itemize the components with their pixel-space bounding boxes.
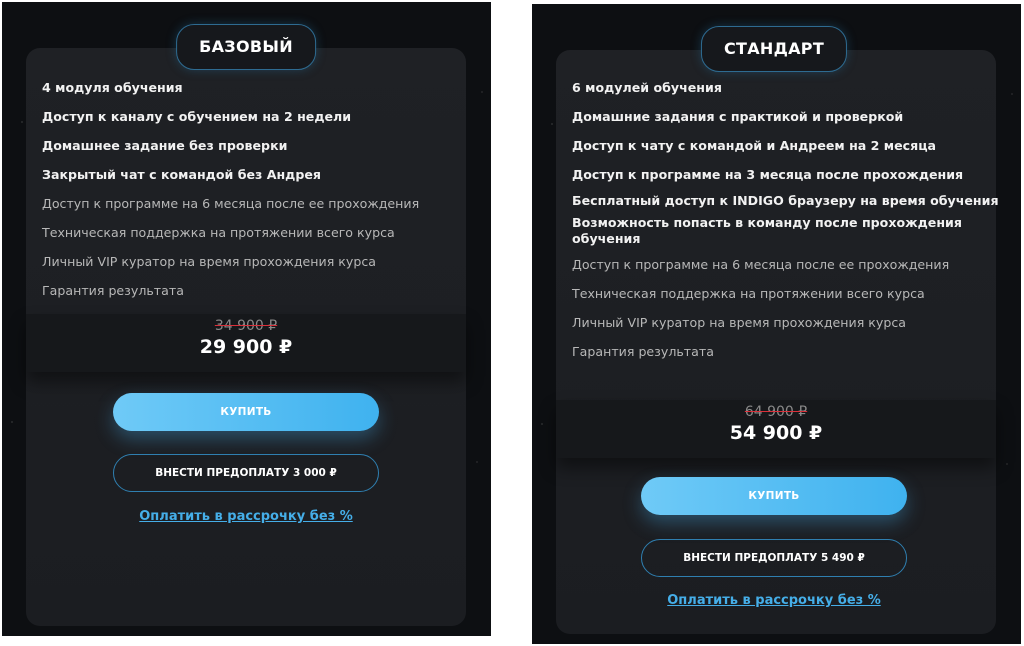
feature-item-excluded: Гарантия результата: [572, 344, 714, 359]
feature-list: [572, 80, 1001, 360]
feature-item: Доступ к чату с командой и Андреем на 2 месяца: [572, 138, 937, 153]
price-block: [556, 400, 996, 458]
feature-item-excluded: Личный VIP куратор на время прохождения курса: [572, 315, 906, 330]
plan-title-badge: СТАНДАРТ: [701, 26, 847, 72]
prepay-button[interactable]: ВНЕСТИ ПРЕДОПЛАТУ 3 000 ₽: [113, 454, 379, 492]
buy-button[interactable]: КУПИТЬ: [113, 393, 379, 431]
feature-item: Закрытый чат с командой без Андрея: [42, 167, 321, 182]
current-price: 29 900 ₽: [199, 336, 293, 358]
plan-title-badge: БАЗОВЫЙ: [176, 24, 316, 70]
feature-item: 6 модулей обучения: [572, 80, 722, 95]
prepay-button[interactable]: ВНЕСТИ ПРЕДОПЛАТУ 5 490 ₽: [641, 539, 907, 577]
old-price: 64 900 ₽: [744, 404, 808, 420]
feature-item-excluded: Доступ к программе на 6 месяца после ее прохождения: [572, 257, 950, 272]
feature-item-excluded: Техническая поддержка на протяжении всего курса: [572, 286, 925, 301]
feature-list: [42, 80, 471, 299]
feature-item: Доступ к программе на 3 месяца после прохождения: [572, 167, 964, 182]
installment-link[interactable]: Оплатить в рассрочку без %: [139, 509, 353, 524]
installment-link[interactable]: Оплатить в рассрочку без %: [667, 593, 881, 608]
old-price: 34 900 ₽: [214, 318, 278, 334]
feature-item: Домашние задания с практикой и проверкой: [572, 109, 904, 124]
price-block: [26, 314, 466, 372]
plan-card-standard: [532, 4, 1021, 644]
feature-item: Доступ к каналу с обучением на 2 недели: [42, 109, 352, 124]
feature-item-excluded: Техническая поддержка на протяжении всего курса: [42, 225, 395, 240]
plan-card-basic: [2, 2, 491, 636]
buy-button[interactable]: КУПИТЬ: [641, 477, 907, 515]
feature-item-excluded: Доступ к программе на 6 месяца после ее прохождения: [42, 196, 420, 211]
feature-item: Бесплатный доступ к INDIGO браузеру на время обучения: [572, 193, 999, 208]
feature-item-excluded: Гарантия результата: [42, 283, 184, 298]
feature-item: Домашнее задание без проверки: [42, 138, 288, 153]
feature-item: 4 модуля обучения: [42, 80, 183, 95]
feature-item: Возможность попасть в команду после прохождения обучения: [572, 215, 962, 246]
current-price: 54 900 ₽: [729, 422, 823, 444]
feature-item-excluded: Личный VIP куратор на время прохождения курса: [42, 254, 376, 269]
